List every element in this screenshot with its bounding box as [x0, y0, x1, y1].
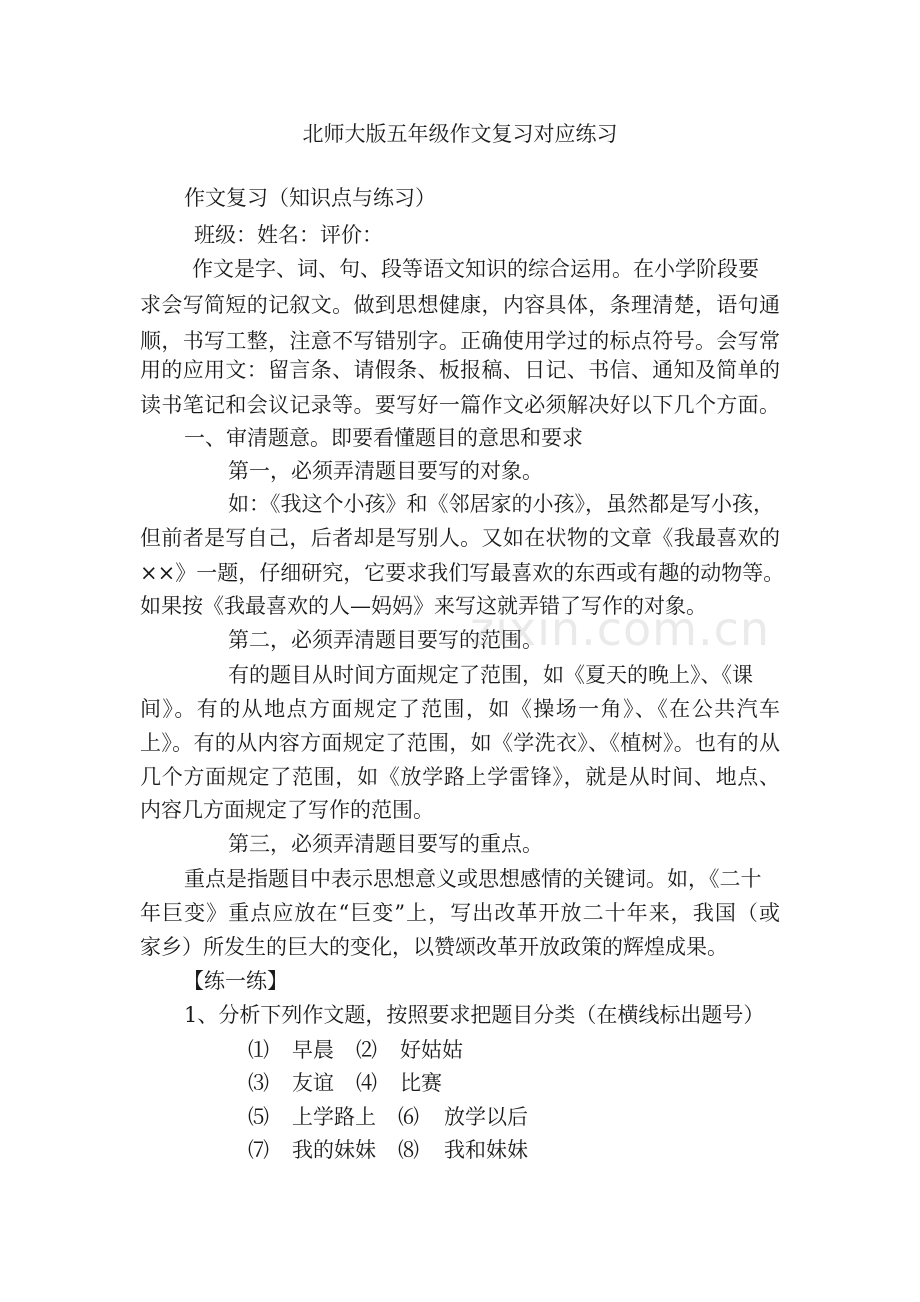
paragraph-line: 如：《我这个小孩》和《邻居家的小孩》，虽然都是写小孩， [228, 492, 774, 516]
question-1: 1、分析下列作文题，按照要求把题目分类（在横线标出题号） [184, 1003, 765, 1027]
topic-title: 好姑姑 [400, 1038, 463, 1062]
topic-title: 放学以后 [444, 1105, 528, 1129]
topic-title: 上学路上 [292, 1105, 376, 1129]
topic-number: ⑸ [248, 1105, 269, 1129]
topic-row [248, 1140, 528, 1161]
paragraph-line: ××》一题，仔细研究，它要求我们写最喜欢的东西或有趣的动物等。 [140, 561, 785, 585]
topic-title: 早晨 [292, 1038, 334, 1062]
intro-line: 顺，书写工整，注意不写错别字。正确使用学过的标点符号。会写常 [140, 329, 780, 353]
point-heading: 第一，必须弄清题目要写的对象。 [228, 459, 543, 483]
paragraph-line: 内容几方面规定了写作的范围。 [140, 798, 434, 822]
paragraph-line: 几个方面规定了范围，如《放学路上学雷锋》，就是从时间、地点、 [140, 765, 780, 789]
topic-number: ⑶ [248, 1071, 269, 1095]
intro-line: 用的应用文：留言条、请假条、板报稿、日记、书信、通知及简单的 [140, 358, 780, 382]
point-heading: 第二，必须弄清题目要写的范围。 [228, 628, 543, 652]
topic-number: ⑴ [248, 1038, 269, 1062]
subtitle: 作文复习（知识点与练习） [184, 186, 436, 210]
intro-line: 读书笔记和会议记录等。要写好一篇作文必须解决好以下几个方面。 [140, 393, 780, 417]
topic-title: 我和妹妹 [444, 1138, 528, 1162]
paragraph-line: 有的题目从时间方面规定了范围，如《夏天的晚上》、《课 [228, 663, 753, 687]
paragraph-line: 但前者是写自己，后者却是写别人。又如在状物的文章《我最喜欢的 [140, 526, 780, 550]
watermark: zixin.com.cn [470, 602, 771, 656]
paragraph-line: 家乡）所发生的巨大的变化，以赞颂改革开放政策的辉煌成果。 [140, 935, 728, 959]
topic-number: ⑹ [398, 1105, 419, 1129]
topic-title: 我的妹妹 [292, 1138, 376, 1162]
topic-row [248, 1040, 463, 1061]
topic-title: 友谊 [292, 1071, 334, 1095]
topic-row [248, 1107, 528, 1128]
page-title: 北师大版五年级作文复习对应练习 [302, 122, 618, 146]
topic-title: 比赛 [400, 1071, 442, 1095]
practice-heading: 【练一练】 [183, 969, 288, 993]
paragraph-line: 年巨变》重点应放在“巨变”上，写出改革开放二十年来，我国（或 [140, 901, 780, 925]
class-line: 班级：姓名：评价： [194, 223, 383, 247]
topic-row [248, 1073, 442, 1094]
paragraph-line: 如果按《我最喜欢的人—妈妈》来写这就弄错了写作的对象。 [140, 594, 707, 618]
paragraph-line: 间》。有的从地点方面规定了范围，如《操场一角》、《在公共汽车 [140, 697, 780, 721]
paragraph-line: 上》。有的从内容方面规定了范围，如《学洗衣》、《植树》。也有的从 [140, 731, 780, 755]
section-heading: 一、审清题意。即要看懂题目的意思和要求 [184, 426, 583, 450]
topic-number: ⑺ [248, 1138, 269, 1162]
topic-number: ⑵ [356, 1038, 377, 1062]
topic-number: ⑻ [398, 1138, 419, 1162]
intro-line: 作文是字、词、句、段等语文知识的综合运用。在小学阶段要 [192, 257, 759, 281]
intro-line: 求会写简短的记叙文。做到思想健康，内容具体，条理清楚，语句通 [140, 293, 780, 317]
topic-number: ⑷ [356, 1071, 377, 1095]
paragraph-line: 重点是指题目中表示思想意义或思想感情的关键词。如，《二十 [184, 867, 762, 891]
point-heading: 第三，必须弄清题目要写的重点。 [228, 832, 543, 856]
